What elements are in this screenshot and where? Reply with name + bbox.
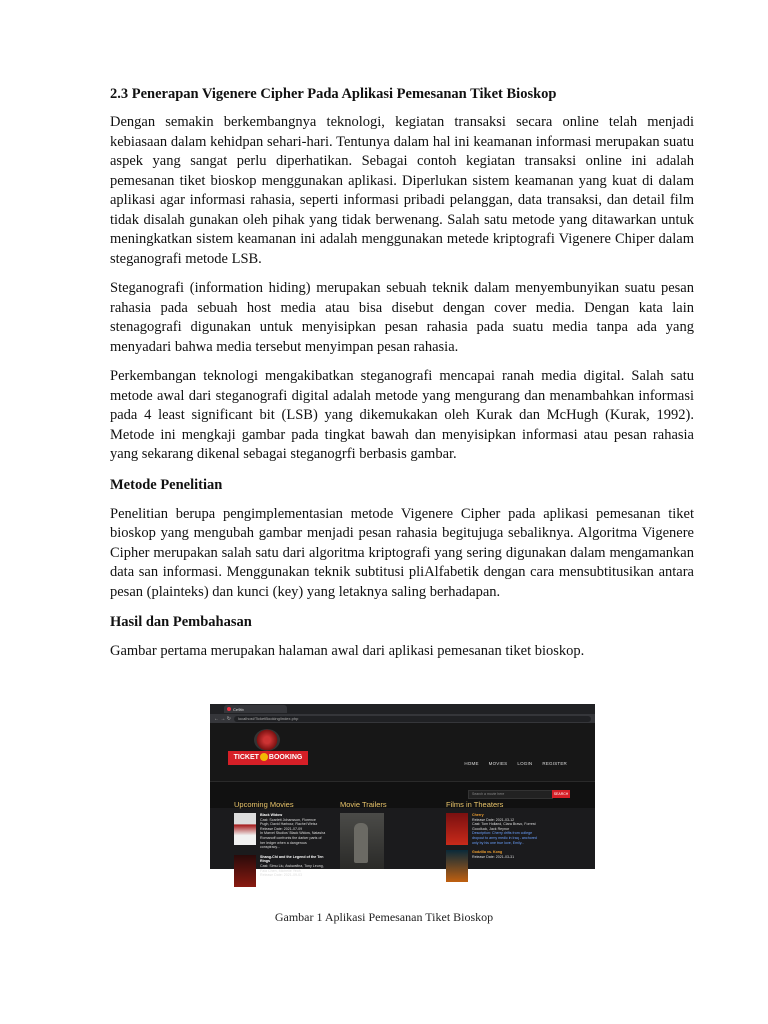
- movie-title: Black Widow: [260, 813, 283, 817]
- site-header: [210, 723, 595, 781]
- movie-poster: [234, 813, 256, 845]
- paragraph-steganography: Steganografi (information hiding) merupakan sebuah teknik dalam menyembunyikan suatu pesan rahasia pada sebuah host media atau bisa disebut dengan cover media. Dengan kata lain stenagografi digunakan untuk menyisipkan pesan rahasia pada suatu media tanpa ada yang menyadari bahwa media tersebut menyimpan pesan rahasia.: [110, 280, 694, 355]
- movie-item: [446, 850, 586, 882]
- nav-movies: MOVIES: [488, 761, 508, 766]
- nav-home: HOME: [464, 761, 479, 766]
- movie-line: Release Date: 2021-03-12: [472, 817, 515, 822]
- movie-line: Cast: Simu Liu, Awkwafina, Tony Leung,: [260, 863, 324, 868]
- paragraph-lsb: Perkembangan teknologi mengakibatkan steganografi mencapai ranah media digital. Salah satu metode awal dari steganografi digital adalah metode yang mengurang dan menambahkan informasi pada 4 least significant bit (LSB) yang dikemukakan oleh Kurak dan McHugh (Kurak, 1992). Metode ini mengkaji gambar pada tingkat bawah dan menyisipkan informasi atau pesan rahasia yang sekarang dikenal sebagai steganogrfi berbasis gambar.: [110, 368, 694, 462]
- method-paragraph: Penelitian berupa pengimplementasian metode Vigenere Cipher pada aplikasi pemesanan tiket bioskop yang mengubah gambar menjadi pesan rahasia begitujuga sebaliknya. Algoritma Vigenere Cipher merupakan salah satu dari algoritma kriptografi yang sering digunakan dalam mengamankan data san informasi. Menggunakan teknik subtitusi pliAlfabetik dengan cara mensubtitusikan antara pesan (plainteks) dan kunci (key) yang letaknya saling berhadapan.: [110, 505, 694, 600]
- movie-line: Release Date: 2021-09-03: [260, 873, 303, 878]
- site-nav: [464, 761, 567, 766]
- browser-tab-label: Ce9tb: [233, 706, 244, 712]
- movie-line: Description: Cherry drifts from college: [472, 831, 533, 836]
- movie-line: only by his one true love, Emily...: [472, 840, 525, 845]
- film-reel-icon: [254, 729, 280, 751]
- nav-register: REGISTER: [542, 761, 567, 766]
- movie-title: Cherry: [472, 813, 484, 817]
- movie-line: Goodluck, Jack Reynor: [472, 826, 510, 831]
- movie-poster: [446, 850, 468, 882]
- movie-line: Fala Chen, Michelle Yeoh: [260, 868, 301, 873]
- ticket-booking-logo: [228, 729, 310, 773]
- trailer-label: The Invisible Man: [340, 871, 370, 875]
- search-input: Search a movie here: [468, 790, 553, 799]
- logo-ball-icon: [260, 753, 268, 761]
- method-heading: Metode Penelitian: [110, 476, 223, 493]
- trailer-thumbnail: [340, 813, 384, 869]
- movie-item: [234, 813, 340, 850]
- movie-line: In Marvel Studios' Black Widow, Natasha: [260, 831, 326, 836]
- nav-login: LOGIN: [517, 761, 533, 766]
- browser-tab-strip: [210, 704, 595, 714]
- paragraph-intro: Dengan semakin berkembangnya teknologi, kegiatan transaksi secara online telah menjadi kebiasaan dalam kehidpan sehari-hari. Tentunya dalam hal ini keamanan informasi merupakan suatu aspek yang sangat perlu diperhatikan. Sebagai contoh kegiatan transaksi online ini adalah pemesanan tiket bioskop menggunakan aplikasi. Diperlukan sistem keamanan yang kuat di dalam aplikasi agar informasi rahasia, seperti informasi pribadi pelanggan, data transaksi, dan detail film tidak disalah gunakan oleh pihak yang tidak berwenang. Salah satu metode yang ditawarkan untuk meningkatkan sistem keamanan ini adalah menggunakan metede kriptografi Vigenere Chiper dalam steganografi metode LSB.: [110, 114, 694, 267]
- theaters-column: [446, 800, 586, 869]
- upcoming-column: [234, 800, 340, 878]
- movie-poster: [446, 813, 468, 845]
- movie-title: Godzilla vs. Kong: [472, 850, 503, 855]
- trailers-title: Movie Trailers: [340, 800, 387, 809]
- back-forward-icon: ← → ↻: [214, 715, 231, 722]
- document-body: [110, 84, 694, 676]
- movie-line: conspiracy...: [260, 845, 280, 850]
- content-columns: [210, 800, 595, 878]
- movie-line: dropout to army medic in Iraq - anchored: [472, 835, 537, 840]
- figure-caption: Gambar 1 Aplikasi Pemesanan Tiket Bioskop: [274, 910, 494, 924]
- movie-line: Release Date: 2021-07-09: [260, 826, 303, 831]
- movie-line: Cast: Scarlett Johansson, Florence: [260, 817, 316, 822]
- trailers-column: [340, 800, 446, 875]
- browser-address-row: [210, 714, 595, 723]
- movie-line: Romanoff confronts the darker parts of: [260, 835, 322, 840]
- logo-left-text: TICKET: [233, 754, 259, 761]
- movie-title: Shang-Chi and the Legend of the Ten Rings: [260, 854, 324, 864]
- movie-item: [446, 813, 586, 845]
- favicon-icon: [227, 707, 231, 711]
- movie-item: [234, 855, 340, 887]
- movie-line: Pugh, David Harbour, Rachel Weisz: [260, 822, 318, 827]
- figure-screenshot: [210, 704, 595, 878]
- movie-line: her ledger when a dangerous: [260, 840, 307, 845]
- theaters-title: Films in Theaters: [446, 800, 504, 809]
- address-bar: localhost/TicketBooking/index.php: [234, 716, 591, 722]
- search-button: SEARCH: [553, 792, 569, 796]
- results-paragraph: Gambar pertama merupakan halaman awal dari aplikasi pemesanan tiket bioskop.: [110, 643, 585, 659]
- logo-right-text: BOOKING: [268, 754, 303, 761]
- section-heading: 2.3 Penerapan Vigenere Cipher Pada Aplikasi Pemesanan Tiket Bioskop: [110, 86, 557, 102]
- movie-line: Cast: Tom Holland, Ciara Bravo, Forrest: [472, 822, 536, 827]
- browser-tab: [224, 705, 287, 713]
- results-heading: Hasil dan Pembahasan: [110, 614, 252, 630]
- movie-line: Release Date: 2021-03-31: [472, 854, 515, 859]
- movie-poster: [234, 855, 256, 887]
- upcoming-title: Upcoming Movies: [234, 800, 294, 809]
